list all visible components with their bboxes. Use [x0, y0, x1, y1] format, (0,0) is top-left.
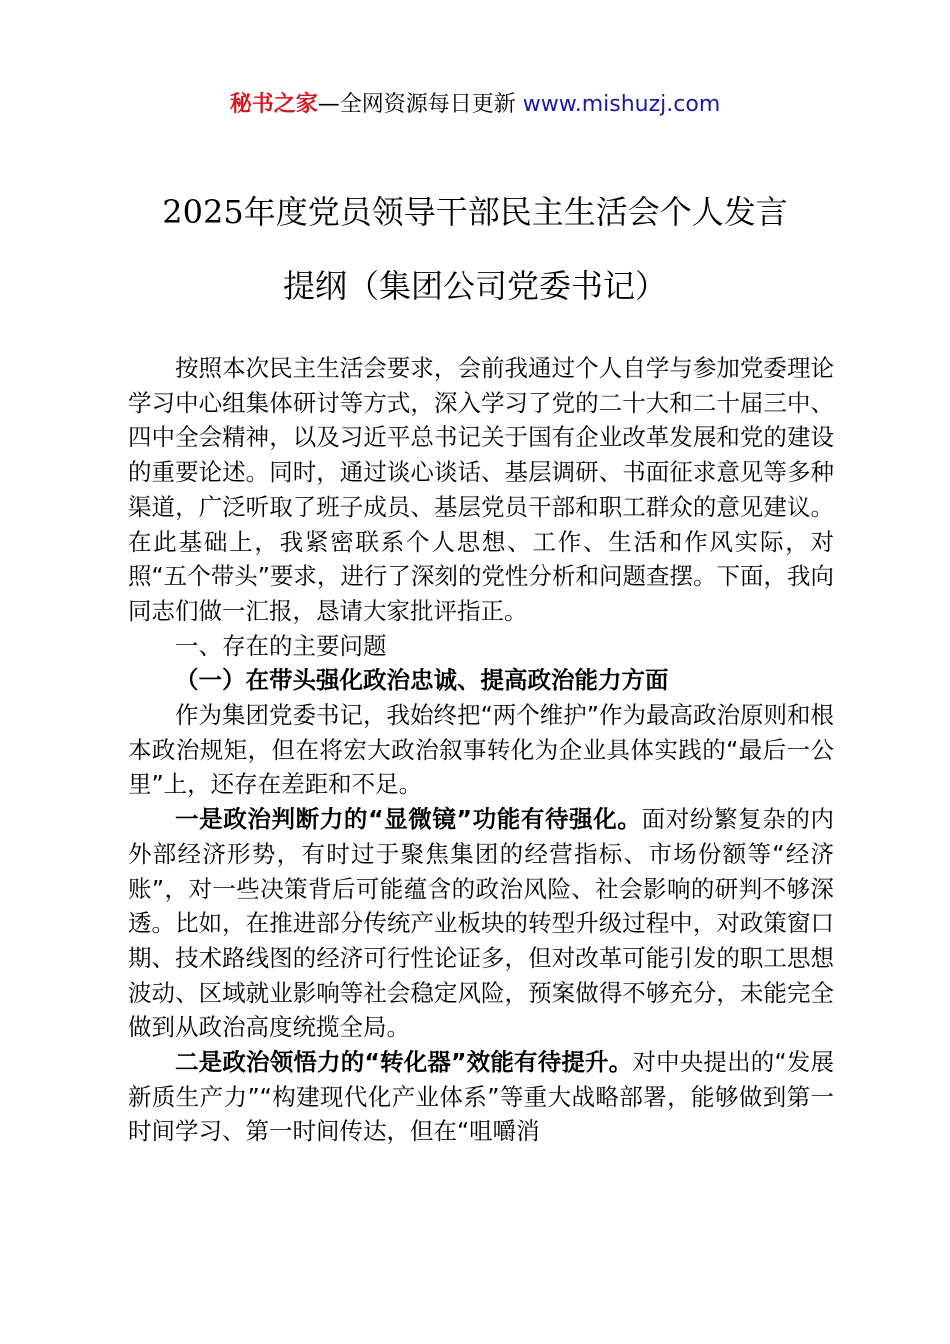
brand-name: 秘书之家: [229, 92, 318, 117]
document-body: [128, 351, 834, 1149]
point-2-text: 对中央提出的“发展新质生产力”“构建现代化产业体系”等重大战略部署，能够做到第一时间学习、第一时间传达，但在“咀嚼消: [128, 1048, 834, 1146]
point-2-paragraph: [128, 1045, 834, 1149]
subsection-intro-paragraph: 作为集团党委书记，我始终把“两个维护”作为最高政治原则和根本政治规矩，但在将宏大政治叙事转化为企业具体实践的“最后一公里”上，还存在差距和不足。: [128, 701, 834, 799]
title-line-2: 提纲（集团公司党委书记）: [282, 267, 667, 305]
point-1-text: 面对纷繁复杂的内外部经济形势，有时过于聚焦集团的经营指标、市场份额等“经济账”，对一些决策背后可能蕴含的政治风险、社会影响的研判不够深透。比如，在推进部分传统产业板块的转型升级过程中，对政策窗口期、技术路线图的经济可行性论证多，但对改革可能引发的职工思想波动、区域就业影响等社会稳定风险，预案做得不够充分，未能完全做到从政治高度统揽全局。: [128, 805, 834, 1042]
watermark-header: [0, 88, 950, 122]
intro-paragraph: 按照本次民主生活会要求，会前我通过个人自学与参加党委理论学习中心组集体研讨等方式，深入学习了党的二十大和二十届三中、四中全会精神，以及习近平总书记关于国有企业改革发展和党的建设的重要论述。同时，通过谈心谈话、基层调研、书面征求意见等多种渠道，广泛听取了班子成员、基层党员干部和职工群众的意见建议。在此基础上，我紧密联系个人思想、工作、生活和作风实际，对照“五个带头”要求，进行了深刻的党性分析和问题查摆。下面，我向同志们做一汇报，恳请大家批评指正。: [128, 354, 834, 625]
site-url[interactable]: www.mishuzj.com: [522, 92, 721, 117]
section-heading: 一、存在的主要问题: [175, 631, 387, 660]
subsection-heading: （一）在带头强化政治忠诚、提高政治能力方面: [175, 666, 669, 695]
header-tagline: —全网资源每日更新: [317, 92, 523, 117]
point-1-paragraph: [128, 802, 834, 1045]
document-title: [100, 188, 850, 310]
title-line-1: 2025年度党员领导干部民主生活会个人发言: [162, 193, 788, 231]
point-2-lead: 二是政治领悟力的“转化器”效能有待提升。: [175, 1048, 633, 1077]
point-1-lead: 一是政治判断力的“显微镜”功能有待强化。: [175, 805, 642, 834]
